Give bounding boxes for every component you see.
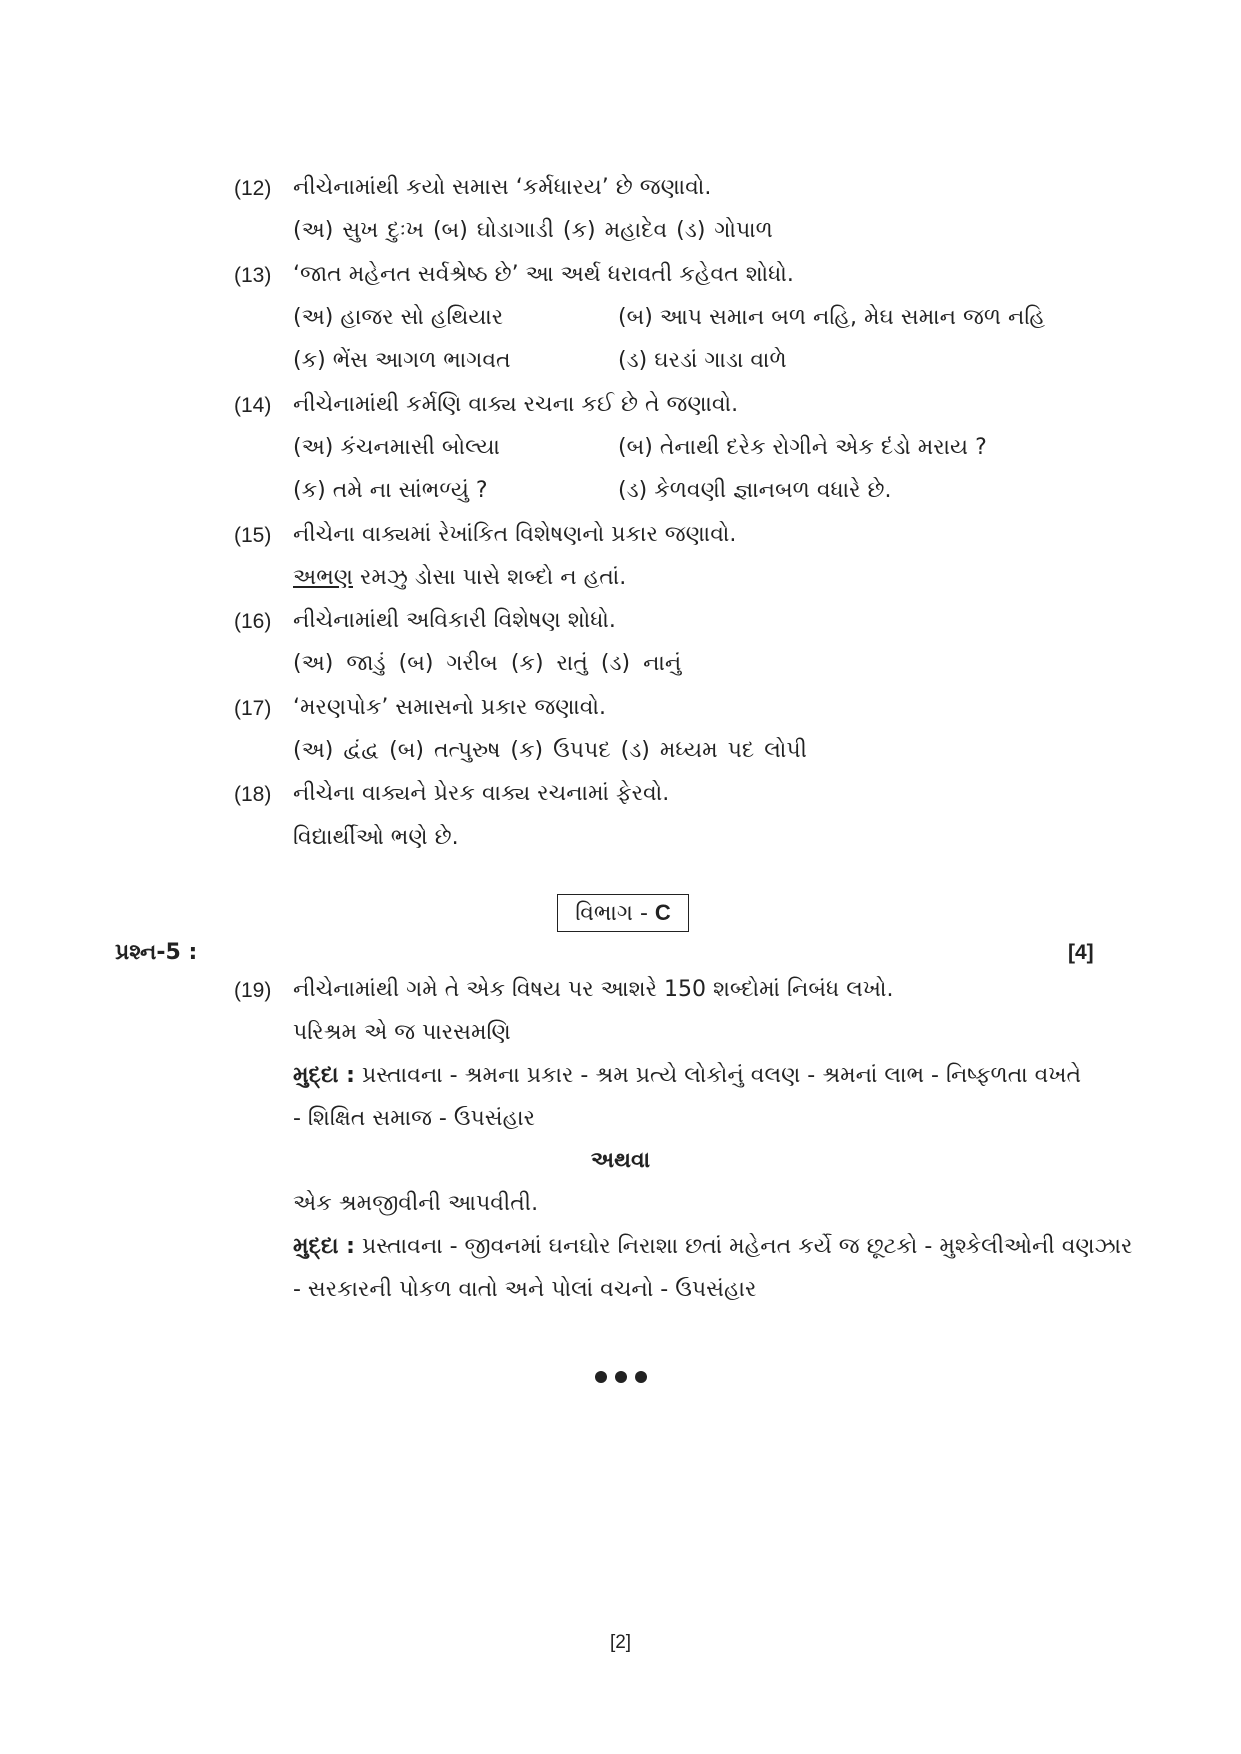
sentence-rest: રમઝુ ડોસા પાસે શબ્દો ન હતાં. <box>353 565 627 590</box>
essay-points-continued: - સરકારની પોકળ વાતો અને પોલાં વચનો - ઉપસંહાર <box>293 1277 757 1302</box>
question-number: (17) <box>234 697 272 720</box>
option-c: (ક) ભેંસ આગળ ભાગવત <box>293 348 511 373</box>
points-text: પ્રસ્તાવના - જીવનમાં ઘનઘોર નિરાશા છતાં મહેનત કર્યે જ છૂટકો - મુશ્કેલીઓની વણઝાર <box>354 1234 1133 1259</box>
section-heading <box>557 894 689 932</box>
question-number: (18) <box>234 783 272 806</box>
dot-icon <box>635 1371 647 1383</box>
dot-icon <box>615 1371 627 1383</box>
option-a: (અ) હાજર સો હથિયાર <box>293 305 504 330</box>
question-number: (13) <box>234 264 272 287</box>
question-text: નીચેનામાંથી કર્મણિ વાક્ય રચના કઈ છે તે જણાવો. <box>293 392 739 417</box>
question-label: પ્રશ્ન-5 : <box>115 940 198 965</box>
question-text: નીચેનામાંથી અવિકારી વિશેષણ શોધો. <box>293 608 616 633</box>
points-label: મુદ્દા : <box>293 1234 355 1259</box>
or-divider: અથવા <box>590 1148 651 1173</box>
underlined-adjective: અભણ <box>293 565 353 590</box>
essay-points <box>293 1232 1132 1262</box>
option-b: (બ) તેનાથી દરેક રોગીને એક દંડો મરાય ? <box>618 435 987 460</box>
option-d: (ડ) કેળવણી જ્ઞાનબળ વધારે છે. <box>618 478 892 503</box>
question-sentence <box>293 563 626 593</box>
question-number: (19) <box>234 979 272 1002</box>
question-text: નીચેનામાંથી ગમે તે એક વિષય પર આશરે 150 શબ્દોમાં નિબંધ લખો. <box>293 977 894 1002</box>
essay-points-continued: - શિક્ષિત સમાજ - ઉપસંહાર <box>293 1106 536 1131</box>
question-text: નીચેના વાક્યમાં રેખાંકિત વિશેષણનો પ્રકાર જણાવો. <box>293 522 737 547</box>
question-text: નીચેનામાંથી કયો સમાસ ‘કર્મધારય’ છે જણાવો. <box>293 175 712 200</box>
essay-topic: પરિશ્રમ એ જ પારસમણિ <box>293 1020 511 1045</box>
end-marker <box>0 1368 1241 1387</box>
section-letter: C <box>654 900 671 925</box>
question-options: (અ) સુખ દુઃખ (બ) ઘોડાગાડી (ક) મહાદેવ (ડ) ગોપાળ <box>293 218 773 243</box>
question-number: (15) <box>234 524 272 547</box>
points-label: મુદ્દા : <box>293 1063 355 1088</box>
option-c: (ક) તમે ના સાંભળ્યું ? <box>293 478 488 503</box>
question-options: (અ) દ્વંદ્વ (બ) તત્પુરુષ (ક) ઉપપદ (ડ) મધ્યમ પદ લોપી <box>293 738 807 763</box>
section-title: વિભાગ - <box>575 901 655 926</box>
question-sentence: વિદ્યાર્થીઓ ભણે છે. <box>293 825 459 850</box>
question-text: ‘જાત મહેનત સર્વશ્રેષ્ઠ છે’ આ અર્થ ધરાવતી કહેવત શોધો. <box>293 262 794 287</box>
essay-points <box>293 1061 1081 1091</box>
essay-topic: એક શ્રમજીવીની આપવીતી. <box>293 1191 539 1216</box>
option-d: (ડ) ઘરડાં ગાડા વાળે <box>618 348 787 373</box>
points-text: પ્રસ્તાવના - શ્રમના પ્રકાર - શ્રમ પ્રત્યે લોકોનું વલણ - શ્રમનાં લાભ - નિષ્ફળતા વખતે <box>354 1063 1082 1088</box>
question-number: (16) <box>234 610 272 633</box>
page-number: [2] <box>609 1632 632 1653</box>
question-options: (અ) જાડું (બ) ગરીબ (ક) રાતું (ડ) નાનું <box>293 651 682 676</box>
question-text: ‘મરણપોક’ સમાસનો પ્રકાર જણાવો. <box>293 695 606 720</box>
question-number: (14) <box>234 394 272 417</box>
question-text: નીચેના વાક્યને પ્રેરક વાક્ય રચનામાં ફેરવો. <box>293 781 670 806</box>
option-a: (અ) કંચનમાસી બોલ્યા <box>293 435 500 460</box>
question-number: (12) <box>234 177 272 200</box>
dot-icon <box>595 1371 607 1383</box>
marks: [4] <box>1068 941 1094 964</box>
option-b: (બ) આપ સમાન બળ નહિ, મેઘ સમાન જળ નહિ <box>618 305 1046 330</box>
